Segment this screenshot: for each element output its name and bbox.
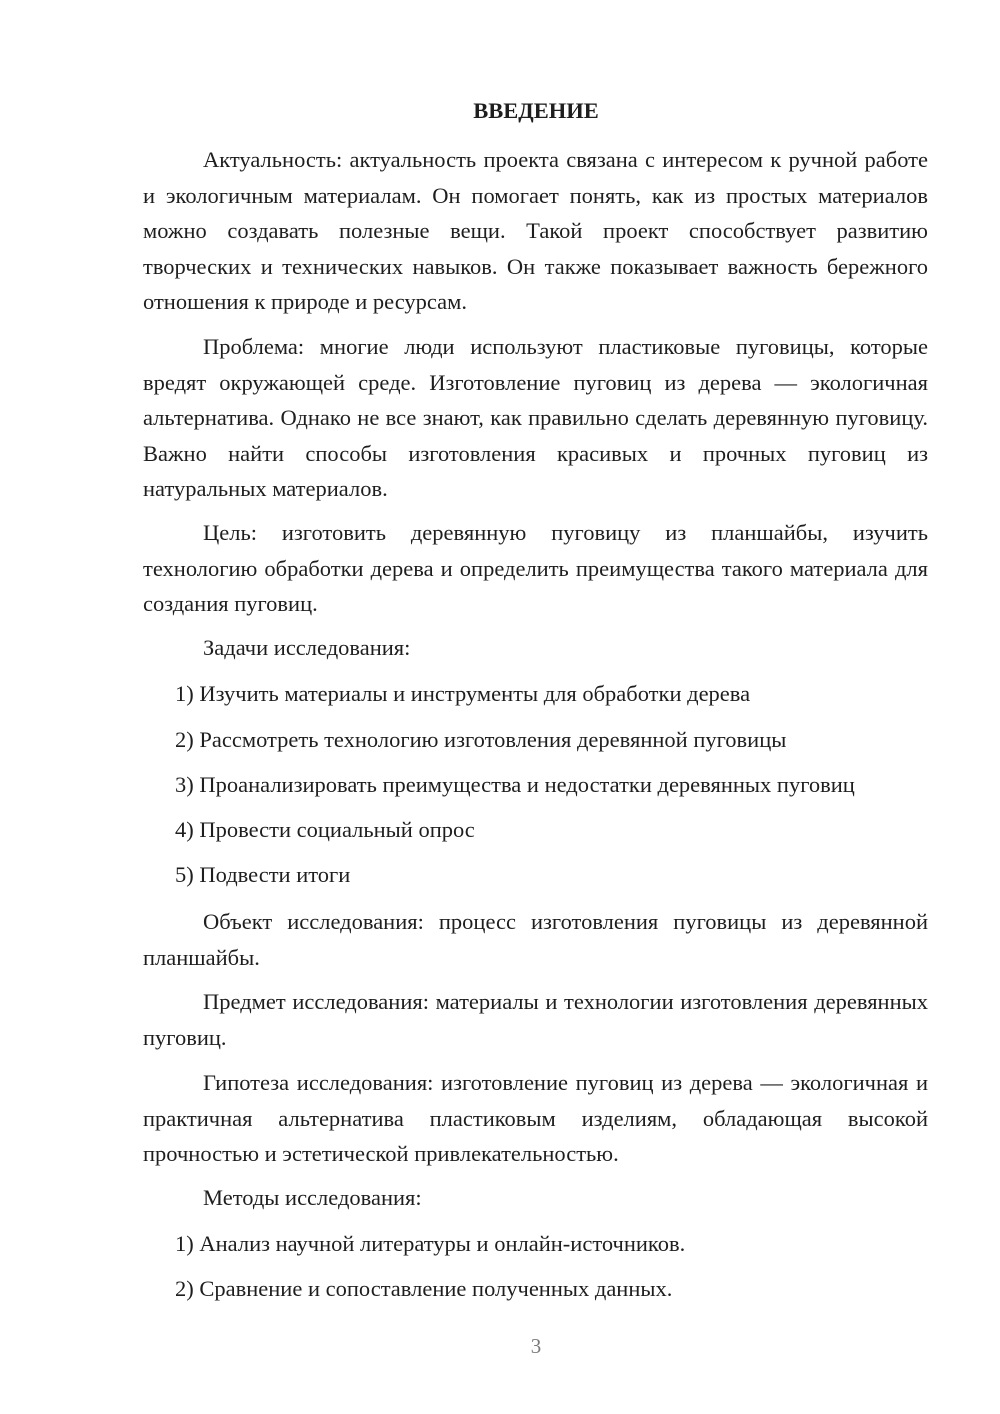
tasks-item-2-block (143, 722, 928, 758)
list-item: 1) Изучить материалы и инструменты для обработки дерева (175, 681, 751, 706)
problem-text: Проблема: многие люди используют пластиковые пуговицы, которые вредят окружающей среде. Изготовление пуговиц из дерева — экологичная альтернатива. Однако не все знают, как правильно сделать деревянную пуговицу. Важно найти способы изготовления красивых и прочных пуговиц из натуральных материалов. (143, 334, 928, 501)
list-item: 5) Подвести итоги (175, 862, 351, 887)
list-item: 2) Сравнение и сопоставление полученных данных. (175, 1276, 673, 1301)
methods-item-2-block (143, 1271, 928, 1307)
paragraph-hypothesis (143, 1065, 928, 1172)
list-item: 2) Рассмотреть технологию изготовления деревянной пуговицы (175, 727, 787, 752)
methods-title: Методы исследования: (203, 1185, 422, 1210)
paragraph-object (143, 904, 928, 975)
goal-text: Цель: изготовить деревянную пуговицу из планшайбы, изучить технологию обработки дерева и определить преимущества такого материала для создания пуговиц. (143, 520, 928, 616)
page-number: 3 (530, 1334, 542, 1358)
paragraph-methods-title (143, 1180, 928, 1216)
paragraph-goal (143, 515, 928, 622)
paragraph-subject (143, 984, 928, 1055)
list-item: 4) Провести социальный опрос (175, 817, 475, 842)
methods-item-1-block (143, 1226, 928, 1262)
tasks-title: Задачи исследования: (203, 635, 411, 660)
paragraph-problem (143, 329, 928, 507)
tasks-item-4-block (143, 812, 928, 848)
relevance-text: Актуальность: актуальность проекта связана с интересом к ручной работе и экологичным материалам. Он помогает понять, как из простых материалов можно создавать полезные вещи. Такой проект способствует развитию творческих и технических навыков. Он также показывает важность бережного отношения к природе и ресурсам. (143, 147, 928, 314)
tasks-item-1-block (143, 676, 928, 712)
paragraph-relevance (143, 142, 928, 320)
list-item: 3) Проанализировать преимущества и недостатки деревянных пуговиц (175, 772, 855, 797)
paragraph-tasks-title (143, 630, 928, 666)
page-title: ВВЕДЕНИЕ (473, 98, 599, 123)
tasks-item-3-block (143, 767, 928, 803)
subject-text: Предмет исследования: материалы и технологии изготовления деревянных пуговиц. (143, 989, 928, 1050)
object-text: Объект исследования: процесс изготовления пуговицы из деревянной планшайбы. (143, 909, 928, 970)
hypothesis-text: Гипотеза исследования: изготовление пуговиц из дерева — экологичная и практичная альтернатива пластиковым изделиям, обладающая высокой прочностью и эстетической привлекательностью. (143, 1070, 928, 1166)
list-item: 1) Анализ научной литературы и онлайн-источников. (175, 1231, 686, 1256)
tasks-item-5-block (143, 857, 928, 893)
